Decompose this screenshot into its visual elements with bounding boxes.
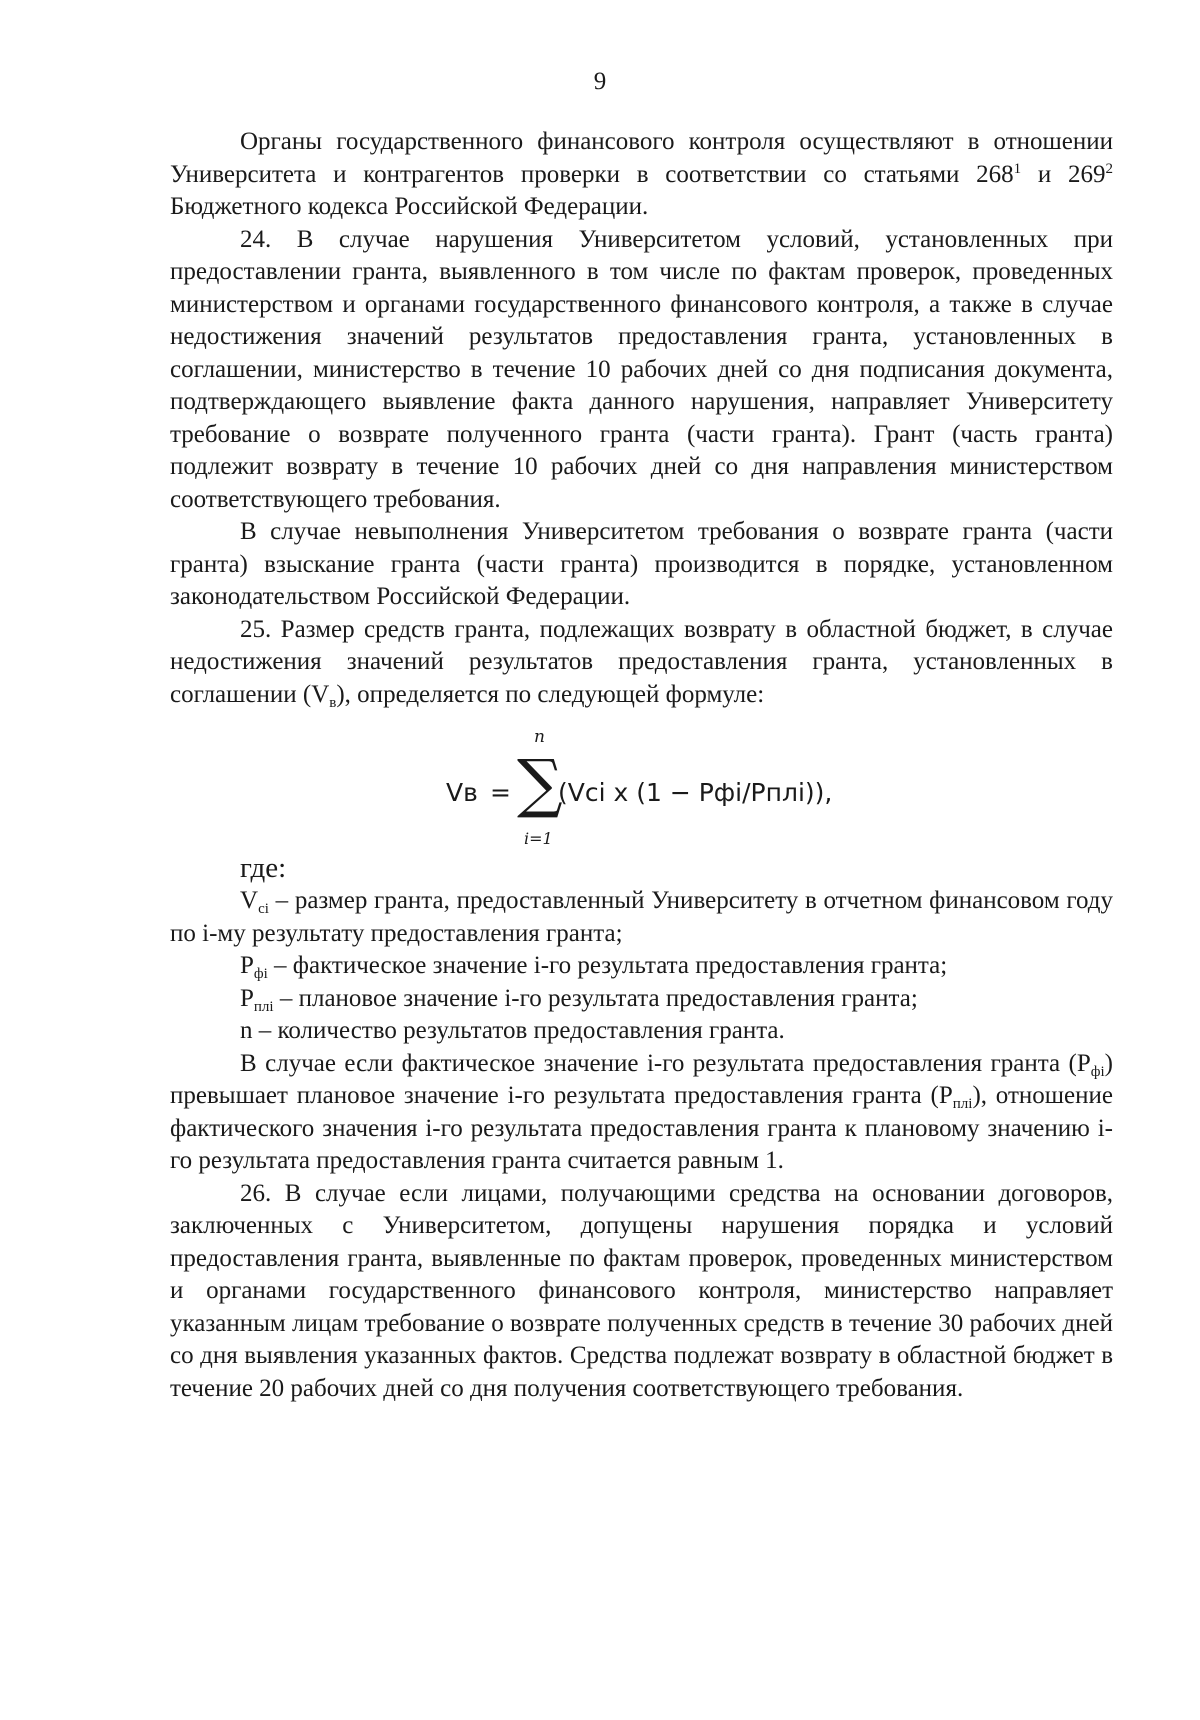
return-formula <box>170 711 1113 851</box>
article-ref: 269 <box>1068 160 1106 188</box>
article-superscript: 2 <box>1105 160 1113 177</box>
page-number: 9 <box>593 68 607 95</box>
symbol: P <box>240 984 254 1012</box>
definition-text: – размер гранта, предоставленный Университету в отчетном финансовом году по i-му результату предоставления гранта; <box>170 887 1113 947</box>
paragraph-text: Органы государственного финансового контроля осуществляют в отношении Университета и контрагентов проверки в соответствии со статьями <box>170 128 1113 188</box>
formula-body: (Vci x (1 − Pфi/Pплi)), <box>558 778 833 807</box>
sum-upper-limit: n <box>534 727 545 747</box>
article-superscript: 1 <box>1013 160 1022 177</box>
paragraph-text: Бюджетного кодекса Российской Федерации. <box>170 193 649 220</box>
paragraph-text: ), отношение фактического значения i-го результата предоставления гранта к плановому значению i-го результата предоставления гранта считается равным 1. <box>170 1082 1113 1174</box>
definition-ppli <box>170 983 1113 1016</box>
paragraph-24: 24. В случае нарушения Университетом условий, установленных при предоставлении гранта, выявленного в том числе по фактам проверок, проведенных министерством и органами государственного финансового контроля, а также в случае недостижения значений результатов предоставления гранта, установленных в соглашении, министерство в течение 10 рабочих дней со дня подписания документа, подтверждающего выявление факта данного нарушения, направляет Университету требование о возврате полученного гранта (части гранта). Грант (часть гранта) подлежит возврату в течение 10 рабочих дней со дня направления министерством соответствующего требования. <box>170 225 1113 513</box>
paragraph-ratio-rule <box>170 1048 1113 1178</box>
symbol: P <box>240 952 254 979</box>
paragraph-25 <box>170 614 1113 712</box>
paragraph-text: ) превышает плановое значение i-го результата предоставления гранта (P <box>170 1049 1113 1109</box>
document-body <box>170 126 1113 1405</box>
subscript: плi <box>952 1096 973 1112</box>
paragraph-text: 25. Размер средств гранта, подлежащих возврату в областной бюджет, в случае недостижения значений результатов предоставления гранта, установленных в соглашении (V <box>170 615 1113 708</box>
article-ref: 268 <box>976 160 1014 188</box>
where-label: где: <box>240 852 287 884</box>
symbol: V <box>240 887 259 914</box>
formula-equals: = <box>490 778 511 807</box>
paragraph-text: В случае если фактическое значение i-го результата предоставления гранта (P <box>240 1049 1091 1077</box>
paragraph-text: ), определяется по следующей формуле: <box>336 680 765 708</box>
definition-n: n – количество результатов предоставления гранта. <box>240 1017 785 1044</box>
subscript: фi <box>1090 1063 1105 1080</box>
paragraph-text: и <box>1021 160 1068 188</box>
subscript: ci <box>258 901 269 917</box>
definition-text: – плановое значение i-го результата предоставления гранта; <box>273 984 918 1012</box>
definition-vci <box>170 885 1113 950</box>
paragraph-26: 26. В случае если лицами, получающими средства на основании договоров, заключенных с Университетом, допущены нарушения порядка и условий предоставления гранта, выявленные по фактам проверок, проведенных министерством и органами государственного финансового контроля, министерство направляет указанным лицам требование о возврате полученных средств в течение 30 рабочих дней со дня выявления указанных фактов. Средства подлежат возврату в областной бюджет в течение 20 рабочих дней со дня получения соответствующего требования. <box>170 1179 1113 1402</box>
definition-text: – фактическое значение i-го результата предоставления гранта; <box>267 952 948 979</box>
subscript: в <box>329 694 337 711</box>
formula-lhs: Vв <box>446 778 478 807</box>
sum-lower-limit: i=1 <box>524 829 553 848</box>
paragraph-24-nonfulfillment: В случае невыполнения Университетом требования о возврате гранта (части гранта) взыскание гранта (части гранта) производится в порядке, установленном законодательством Российской Федерации. <box>170 518 1113 610</box>
definition-pfi <box>170 950 1113 983</box>
sum-sigma-symbol: ∑ <box>517 747 563 821</box>
subscript: фi <box>253 966 268 982</box>
subscript: плi <box>253 998 274 1015</box>
paragraph-financial-control <box>170 126 1113 224</box>
